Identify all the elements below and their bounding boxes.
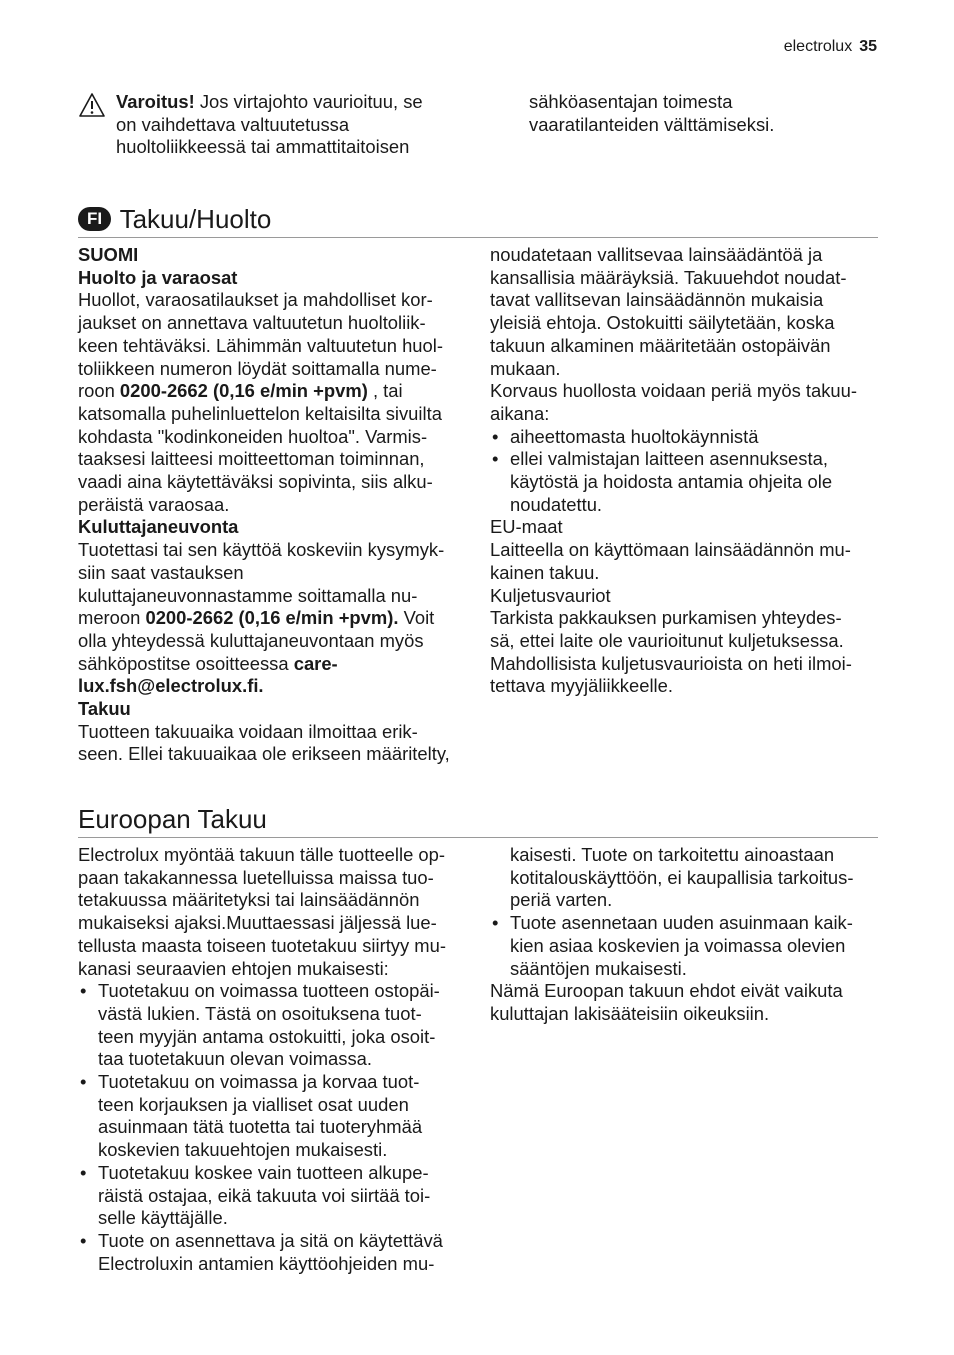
subheading-eu-maat: EU-maat (490, 516, 563, 538)
bullet-icon: • (80, 1161, 87, 1183)
warning-text: Varoitus! Jos virtajohto vaurioituu, se on vaihdettava valtuutetussa huoltoliikkeessä tai ammattitaitoisen (116, 91, 423, 158)
page-number: 35 (859, 38, 877, 55)
bullet-icon: • (492, 425, 499, 447)
list-item: • Tuote on asennettava ja sitä on käytettävä Electroluxin antamien käyttöohjeiden mu- (80, 1229, 443, 1274)
warning-icon (78, 92, 106, 118)
consumer-phone: 0200-2662 (0,16 e/min +pvm). (145, 607, 399, 629)
subheading-kuljetusvauriot: Kuljetusvauriot (490, 584, 611, 606)
list-item: • Tuote asennetaan uuden asuinmaan kaik- kien asiaa koskevien ja voimassa olevien sääntöjen mukaisesti. (492, 912, 853, 979)
warning-label: Varoitus! (116, 91, 195, 112)
takuu-huolto-col1: SUOMI Huolto ja varaosat Huollot, varaosatilaukset ja mahdolliset kor- jaukset on annettava valtuutetun huoltoliik- keen tehtäväksi. Lähimmän valtuutetun huol- toliikkeen numeron löydät soittamalla nume- roon 0200-2662 (0,16 e/min +pvm) , tai katsomalla puhelinluettelon keltaisilta sivuilta kohdasta "kodinkoneiden huoltoa". Varmis- taaksesi laitteesi moitteettoman toiminnan, vaadi aina käytettäväksi sopivinta, siis alku- peräistä varaosaa. Kuluttajaneuvonta Tuotettasi tai sen käyttöä koskeviin kysymyk- siin saat vastauksen kuluttajaneuvonnastamme soittamalla nu- meroon 0200-2662 (0,16 e/min +pvm). Voit olla yhteydessä kuluttajaneuvontaan myös sähköpostitse osoitteessa care- lux.fsh@electrolux.fi. Takuu Tuotteen takuuaika voidaan ilmoittaa erik- seen. Ellei takuuaikaa ole erikseen määritelty, (78, 244, 468, 766)
section-heading-takuu-huolto (78, 204, 271, 234)
bullet-icon: • (492, 448, 499, 470)
euroopan-takuu-col1: Electrolux myöntää takuun tälle tuotteelle op- paan takakannessa luetelluissa maissa tuo- tetakuussa määritetyksi tai lainsäädännön mukaiseksi ajaksi.Muuttaessasi jäljessä lue- tellusta maasta toiseen tuotetakuu siirtyy mu- kanasi seuraavien ehtojen mukaisesti: • Tuotetakuu on voimassa tuotteen ostopäi- västä lukien. Tästä on osoituksena tuot- teen myyjän antama ostokuitti, joka osoit- taa tuotetakuun olevan voimassa. • Tuotetakuu on voimassa ja korvaa tuot- teen korjauksen ja vialliset osat uuden asuinmaan tätä tuotetta tai tuoteryhmää koskevien takuuehtojen mukaisesti. • Tuotetakuu koskee vain tuotteen alkupe- räistä ostajaa, eikä takuuta voi siirtää toi- selle käyttäjälle. • Tuote on asennettava ja sitä on käytettävä Electroluxin antamien käyttöohjeiden mu- (78, 844, 468, 1275)
subheading-neuvonta: Kuluttajaneuvonta (78, 516, 239, 538)
email-address-part2: lux.fsh@electrolux.fi. (78, 675, 264, 697)
country-heading: SUOMI (78, 244, 139, 265)
bullet-icon: • (80, 980, 87, 1002)
list-item: • Tuotetakuu on voimassa tuotteen ostopäi- västä lukien. Tästä on osoituksena tuot- teen myyjän antama ostokuitti, joka osoit- taa tuotetakuun olevan voimassa. (80, 980, 440, 1070)
bullet-icon: • (492, 912, 499, 934)
list-item: • Tuotetakuu on voimassa ja korvaa tuot- teen korjauksen ja vialliset osat uuden asuinmaan tätä tuotetta tai tuoteryhmää koskevien takuuehtojen mukaisesti. (80, 1071, 423, 1161)
section-title: Takuu/Huolto (119, 204, 272, 234)
takuu-huolto-col2: noudatetaan vallitsevaa lainsäädäntöä ja kansallisia määräyksiä. Takuuehdot noudat- tavat vallitsevan lainsäädännön mukaisia yleisiä ehtoja. Ostokuitti säilytetään, koska takuun alkaminen määritetään ostopäivän mukaan. Korvaus huollosta voidaan periä myös takuu- aikana: • aiheettomasta huoltokäynnistä • ellei valmistajan laitteen asennuksesta, käytöstä ja hoidosta antamia ohjeita ole noudatettu. EU-maat Laitteella on käyttömaan lainsäädännön mu- kainen takuu. Kuljetusvauriot Tarkista pakkauksen purkamisen yhteydes- sä, ettei laite ole vaurioitunut kuljetuksessa. Mahdollisista kuljetusvaurioista on heti ilmoi- tettava myyjäliikkeelle. (490, 244, 880, 698)
service-phone: 0200-2662 (0,16 e/min +pvm) (119, 380, 368, 402)
bullet-icon: • (80, 1229, 87, 1251)
euroopan-takuu-col2: kaisesti. Tuote on tarkoitettu ainoastaan kotitalouskäyttöön, ei kaupallisia tarkoitus- periä varten. • Tuote asennetaan uuden asuinmaan kaik- kien asiaa koskevien ja voimassa olevien sääntöjen mukaisesti. Nämä Euroopan takuun ehdot eivät vaikuta kuluttajan lakisääteisiin oikeuksiin. (490, 844, 880, 1026)
page-header (784, 38, 877, 56)
section-rule (78, 837, 878, 838)
bullet-icon: • (80, 1071, 87, 1093)
subheading-takuu: Takuu (78, 698, 131, 720)
section-title-euroopan-takuu: Euroopan Takuu (78, 804, 267, 834)
email-address-part1: care- (293, 652, 338, 674)
subheading-huolto: Huolto ja varaosat (78, 266, 238, 288)
section-rule (78, 237, 878, 238)
warning-text-cont: sähköasentajan toimesta vaaratilanteiden välttämiseksi. (529, 91, 775, 135)
brand-name: electrolux (783, 38, 853, 55)
language-badge: FI (78, 207, 111, 231)
list-item: • aiheettomasta huoltokäynnistä (492, 425, 759, 447)
list-item: • Tuotetakuu koskee vain tuotteen alkupe- räistä ostajaa, eikä takuuta voi siirtää toi- selle käyttäjälle. (80, 1161, 431, 1229)
list-item: • ellei valmistajan laitteen asennuksesta, käytöstä ja hoidosta antamia ohjeita ole noudatettu. (492, 448, 833, 515)
list-item-continuation: kaisesti. Tuote on tarkoitettu ainoastaan kotitalouskäyttöön, ei kaupallisia tarkoitus- periä varten. (510, 844, 854, 911)
